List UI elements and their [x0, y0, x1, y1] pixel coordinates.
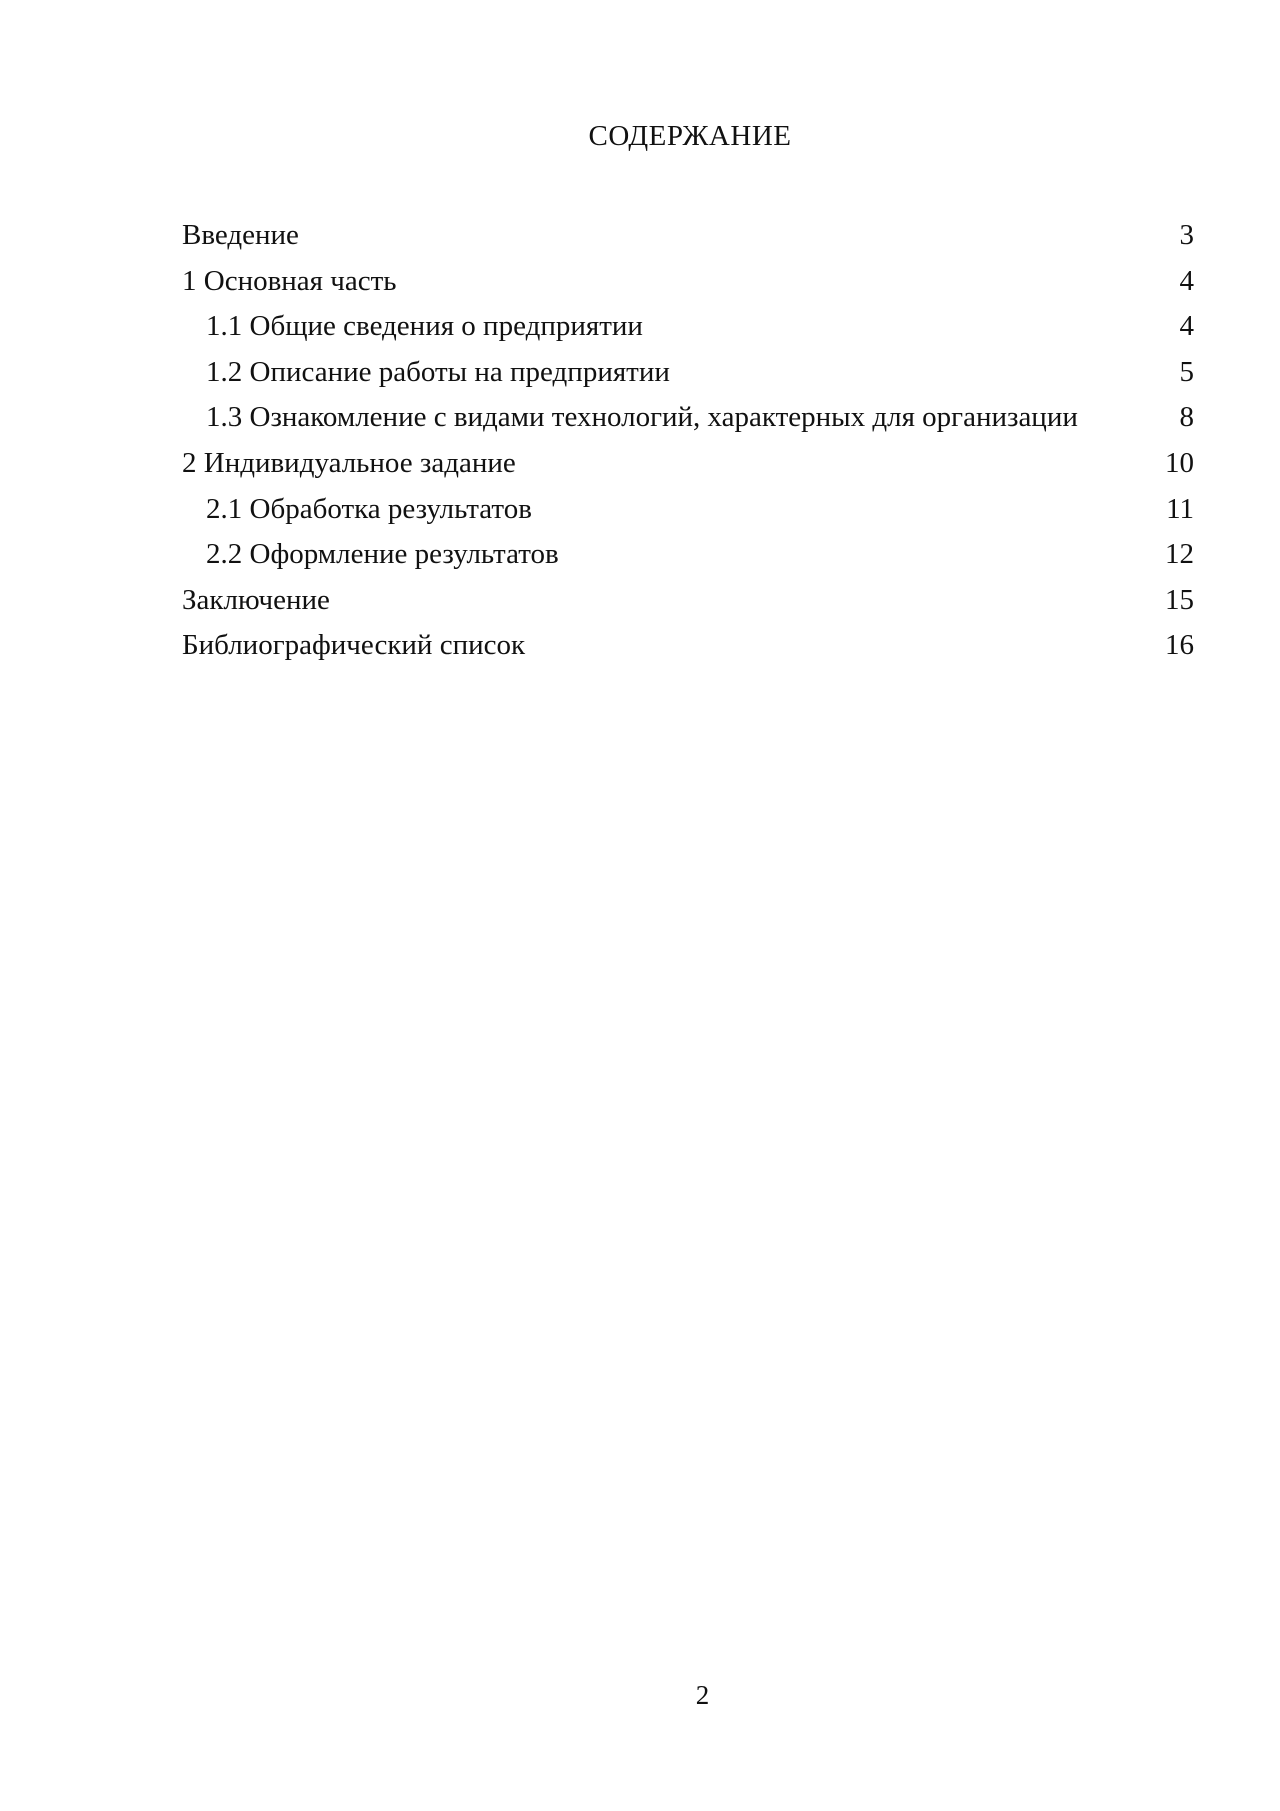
toc-entry-page: 4 — [1179, 310, 1194, 343]
toc-entry-page: 4 — [1179, 264, 1194, 297]
page-number: 2 — [695, 1680, 710, 1710]
toc-entry[interactable] — [182, 304, 1194, 350]
toc-entry-text: 1.3 Ознакомление с видами технологий, характерных для организации — [206, 401, 1078, 434]
table-of-contents — [182, 213, 1194, 669]
toc-entry-text: 2 Индивидуальное задание — [182, 446, 516, 479]
toc-entry-page: 16 — [1165, 629, 1194, 662]
toc-entry[interactable] — [182, 213, 1194, 259]
toc-entry-text: 1.2 Описание работы на предприятии — [206, 355, 670, 388]
toc-entry-text: 1.1 Общие сведения о предприятии — [206, 310, 643, 343]
toc-entry[interactable] — [182, 350, 1194, 396]
toc-entry-page: 12 — [1165, 538, 1194, 571]
toc-entry-text: 2.2 Оформление результатов — [206, 538, 559, 571]
toc-entry-page: 3 — [1179, 219, 1194, 251]
toc-entry-text: 2.1 Обработка результатов — [206, 492, 532, 525]
toc-entry[interactable] — [182, 259, 1194, 305]
toc-entry-page: 11 — [1166, 492, 1194, 525]
toc-entry[interactable] — [182, 441, 1194, 487]
page-title: СОДЕРЖАНИЕ — [588, 120, 792, 152]
toc-entry-text: Библиографический список — [182, 629, 526, 662]
toc-entry[interactable] — [182, 487, 1194, 533]
toc-entry[interactable] — [182, 578, 1194, 624]
toc-entry-page: 15 — [1165, 583, 1194, 616]
toc-entry[interactable] — [182, 623, 1194, 669]
toc-entry-text: 1 Основная часть — [182, 264, 397, 297]
toc-entry-page: 10 — [1165, 446, 1194, 479]
toc-entry-page: 5 — [1179, 355, 1194, 388]
toc-entry-text: Заключение — [182, 583, 330, 616]
toc-entry[interactable] — [182, 395, 1194, 441]
toc-entry-page: 8 — [1179, 401, 1194, 434]
toc-entry[interactable] — [182, 532, 1194, 578]
toc-entry-text: Введение — [182, 219, 299, 251]
